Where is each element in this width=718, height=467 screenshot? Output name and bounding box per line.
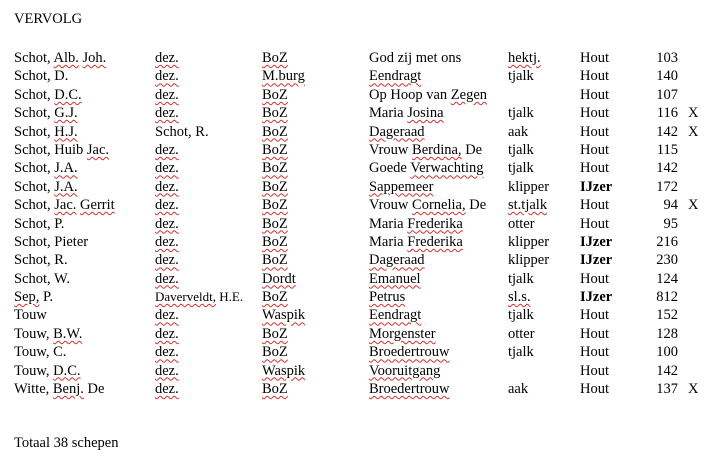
registered-owner-cell: dez. (155, 160, 179, 177)
table-row (0, 67, 718, 85)
owner-name-cell: Schot, D. (14, 68, 69, 85)
table-row (0, 159, 718, 177)
table-row (0, 343, 718, 361)
ship-type-cell: otter (508, 325, 535, 342)
hull-material-cell: Hout (580, 362, 609, 379)
ship-name-cell: Broedertrouw (369, 344, 450, 361)
tonnage-cell: 103 (656, 50, 678, 66)
hull-material-cell: Hout (580, 105, 609, 122)
hull-material-cell: IJzer (580, 252, 613, 269)
tonnage-cell: 142 (656, 123, 678, 140)
registered-owner-cell: dez. (155, 68, 179, 85)
hull-material-cell: IJzer (580, 233, 613, 250)
home-port-cell: Dordt (262, 270, 296, 287)
table-row (0, 196, 718, 214)
owner-name-cell: Schot, Alb. Joh. (14, 50, 107, 66)
ship-name-cell: Eendragt (369, 307, 422, 324)
ship-name-cell: Dageraad (369, 123, 425, 140)
tonnage-cell: 812 (656, 289, 678, 306)
ship-type-cell: tjalk (508, 307, 534, 324)
home-port-cell: BoZ (262, 344, 288, 361)
hull-material-cell: IJzer (580, 289, 613, 306)
ship-name-cell: Maria Josina (369, 105, 444, 122)
home-port-cell: BoZ (262, 50, 288, 66)
tonnage-cell: 152 (656, 307, 678, 324)
table-row (0, 380, 718, 398)
tonnage-cell: 124 (656, 270, 678, 287)
tonnage-cell: 115 (656, 141, 678, 158)
registered-owner-cell: dez. (155, 270, 179, 287)
hull-material-cell: Hout (580, 197, 609, 214)
registered-owner-cell: dez. (155, 233, 179, 250)
home-port-cell: BoZ (262, 252, 288, 269)
registered-owner-cell: dez. (155, 344, 179, 361)
owner-name-cell: Schot, Pieter (14, 233, 89, 250)
registered-owner-cell: dez. (155, 178, 179, 195)
registered-owner-cell: Schot, R. (155, 123, 209, 140)
owner-name-cell: Schot, D.C. (14, 86, 82, 103)
registered-owner-cell: dez. (155, 105, 179, 122)
home-port-cell: BoZ (262, 123, 288, 140)
registered-owner-cell: dez. (155, 307, 179, 324)
owner-name-cell: Schot, P. (14, 215, 65, 232)
registered-owner-cell: dez. (155, 50, 179, 66)
table-row (0, 362, 718, 380)
table-row (0, 141, 718, 159)
owner-name-cell: Sep, P. (14, 289, 54, 306)
table-row (0, 215, 718, 233)
mark-cell: X (688, 381, 699, 398)
registered-owner-cell: dez. (155, 362, 179, 379)
table-row (0, 325, 718, 343)
ship-type-cell: tjalk (508, 160, 534, 177)
ship-type-cell: tjalk (508, 270, 534, 287)
registered-owner-cell: dez. (155, 141, 179, 158)
ship-name-cell: Op Hoop van Zegen (369, 86, 488, 103)
tonnage-cell: 142 (656, 362, 678, 379)
registered-owner-cell: dez. (155, 215, 179, 232)
home-port-cell: Waspik (262, 307, 306, 324)
owner-name-cell: Touw, C. (14, 344, 67, 361)
owner-name-cell: Schot, Jac. Gerrit (14, 197, 115, 214)
ship-name-cell: Eendragt (369, 68, 422, 85)
home-port-cell: BoZ (262, 141, 288, 158)
page-heading: VERVOLG (14, 11, 83, 27)
owner-name-cell: Touw (14, 307, 47, 324)
owner-name-cell: Schot, J.A. (14, 160, 78, 177)
tonnage-cell: 172 (656, 178, 678, 195)
hull-material-cell: Hout (580, 68, 609, 85)
home-port-cell: BoZ (262, 86, 288, 103)
ship-type-cell: klipper (508, 252, 550, 269)
ship-name-cell: God zij met ons (369, 50, 462, 66)
tonnage-cell: 137 (656, 381, 678, 398)
home-port-cell: BoZ (262, 289, 288, 306)
hull-material-cell: Hout (580, 344, 609, 361)
ship-name-cell: Vrouw Cornelia, De (369, 197, 487, 214)
owner-name-cell: Witte, Benj. De (14, 381, 105, 398)
table-row (0, 86, 718, 104)
owner-name-cell: Schot, R. (14, 252, 68, 269)
hull-material-cell: Hout (580, 270, 609, 287)
hull-material-cell: Hout (580, 215, 609, 232)
ship-type-cell: aak (508, 381, 529, 398)
ship-name-cell: Maria Frederika (369, 233, 463, 250)
tonnage-cell: 140 (656, 68, 678, 85)
ship-type-cell: tjalk (508, 344, 534, 361)
hull-material-cell: Hout (580, 86, 609, 103)
mark-cell: X (688, 197, 699, 214)
hull-material-cell: Hout (580, 160, 609, 177)
home-port-cell: Waspik (262, 362, 306, 379)
hull-material-cell: Hout (580, 50, 609, 66)
hull-material-cell: Hout (580, 307, 609, 324)
ship-name-cell: Goede Verwachting (369, 160, 484, 177)
hull-material-cell: IJzer (580, 178, 613, 195)
table-row (0, 288, 718, 306)
ship-name-cell: Morgenster (369, 325, 436, 342)
owner-name-cell: Touw, B.W. (14, 325, 83, 342)
ship-name-cell: Petrus (369, 289, 406, 306)
table-row (0, 123, 718, 141)
ship-name-cell: Maria Frederika (369, 215, 463, 232)
ship-name-cell: Dageraad (369, 252, 425, 269)
hull-material-cell: Hout (580, 381, 609, 398)
hull-material-cell: Hout (580, 325, 609, 342)
table-row (0, 270, 718, 288)
registered-owner-cell: dez. (155, 252, 179, 269)
home-port-cell: BoZ (262, 233, 288, 250)
table-row (0, 178, 718, 196)
owner-name-cell: Schot, W. (14, 270, 71, 287)
ship-type-cell: tjalk (508, 105, 534, 122)
tonnage-cell: 142 (656, 160, 678, 177)
table-row (0, 251, 718, 269)
owner-name-cell: Touw, D.C. (14, 362, 81, 379)
owner-name-cell: Schot, Huib Jac. (14, 141, 110, 158)
ship-name-cell: Emanuel (369, 270, 421, 287)
mark-cell: X (688, 123, 699, 140)
ship-name-cell: Sappemeer (369, 178, 434, 195)
tonnage-cell: 100 (656, 344, 678, 361)
ship-type-cell: klipper (508, 178, 550, 195)
tonnage-cell: 216 (656, 233, 678, 250)
tonnage-cell: 94 (663, 197, 678, 214)
home-port-cell: BoZ (262, 325, 288, 342)
home-port-cell: BoZ (262, 160, 288, 177)
table-row (0, 306, 718, 324)
home-port-cell: BoZ (262, 197, 288, 214)
registered-owner-cell: dez. (155, 86, 179, 103)
hull-material-cell: Hout (580, 141, 609, 158)
tonnage-cell: 107 (656, 86, 678, 103)
owner-name-cell: Schot, J.A. (14, 178, 78, 195)
home-port-cell: BoZ (262, 215, 288, 232)
registered-owner-cell: dez. (155, 381, 179, 398)
registered-owner-cell: dez. (155, 197, 179, 214)
table-row (0, 49, 718, 67)
table-row (0, 104, 718, 122)
tonnage-cell: 128 (656, 325, 678, 342)
registered-owner-cell: dez. (155, 325, 179, 342)
ship-type-cell: aak (508, 123, 529, 140)
tonnage-cell: 95 (663, 215, 678, 232)
tonnage-cell: 116 (656, 105, 678, 122)
home-port-cell: BoZ (262, 381, 288, 398)
ship-register-table (0, 49, 718, 398)
tonnage-cell: 230 (656, 252, 678, 269)
registered-owner-cell: Daverveldt, H.E. (155, 289, 244, 305)
ship-name-cell: Broedertrouw (369, 381, 450, 398)
owner-name-cell: Schot, G.J. (14, 105, 78, 122)
table-row (0, 233, 718, 251)
home-port-cell: BoZ (262, 105, 288, 122)
ship-name-cell: Vrouw Berdina, De (369, 141, 483, 158)
ship-type-cell: klipper (508, 233, 550, 250)
ship-type-cell: tjalk (508, 68, 534, 85)
home-port-cell: BoZ (262, 178, 288, 195)
ship-type-cell: st.tjalk (508, 197, 548, 214)
owner-name-cell: Schot, H.J. (14, 123, 78, 140)
ship-name-cell: Vooruitgang (369, 362, 441, 379)
ship-type-cell: hektj. (508, 50, 541, 66)
home-port-cell: M.burg (262, 68, 305, 85)
ship-type-cell: tjalk (508, 141, 534, 158)
mark-cell: X (688, 105, 699, 122)
total-line: Totaal 38 schepen (14, 435, 119, 451)
hull-material-cell: Hout (580, 123, 609, 140)
ship-type-cell: otter (508, 215, 535, 232)
ship-type-cell: sl.s. (508, 289, 531, 306)
